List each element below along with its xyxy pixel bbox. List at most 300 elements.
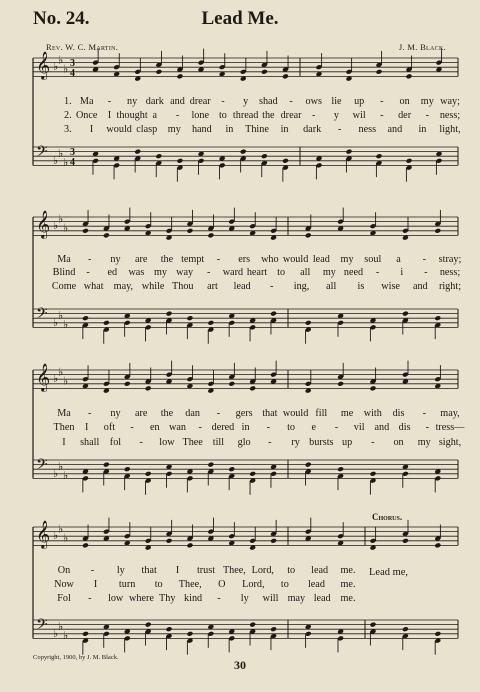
note-head	[370, 478, 377, 484]
lyric-syllable: the	[262, 110, 275, 121]
note-head	[166, 531, 173, 537]
flat-sign: ♭	[58, 308, 64, 322]
note-head	[228, 320, 235, 326]
note-head	[337, 381, 344, 387]
lyric-syllable: who	[261, 254, 279, 265]
lyric-syllable: low	[107, 593, 124, 604]
flat-sign: ♭	[53, 315, 59, 329]
note-head	[402, 228, 409, 234]
lyric-syllable: shad	[259, 96, 278, 107]
note-head	[219, 71, 226, 77]
time-signature-top: 3	[70, 147, 75, 158]
note-head	[219, 156, 226, 162]
note-head	[207, 327, 214, 333]
lyric-syllable: ness;	[439, 110, 461, 121]
note-head	[376, 62, 383, 68]
lyric-syllable: and	[387, 124, 403, 135]
note-head	[187, 475, 194, 481]
note-head	[82, 542, 89, 548]
lyric-syllable: up	[341, 437, 353, 448]
flat-sign: ♭	[53, 626, 59, 640]
note-head	[103, 529, 110, 535]
lyric-syllable: fill	[315, 408, 328, 419]
lyric-syllable: -	[289, 96, 293, 107]
note-head	[436, 158, 443, 164]
lyric-syllable: ows	[305, 96, 322, 107]
lyric-syllable: my	[340, 254, 354, 265]
note-head	[402, 318, 409, 324]
lyric-syllable: would	[282, 408, 309, 419]
note-head	[305, 469, 312, 475]
lyric-syllable: ny	[110, 254, 121, 265]
note-head	[103, 320, 110, 326]
note-head	[228, 540, 235, 546]
note-head	[187, 536, 194, 542]
note-head	[113, 156, 120, 162]
lyric-syllable: Lord,	[242, 579, 265, 590]
lyric-syllable: till	[212, 437, 225, 448]
lyric-syllable: ny	[127, 96, 138, 107]
lyric-syllable: to	[218, 110, 227, 121]
note-head	[305, 624, 312, 630]
lyric-syllable: to	[287, 565, 296, 576]
lyric-syllable: lie	[331, 96, 342, 107]
lyric-syllable: art	[207, 281, 218, 292]
time-signature-bottom: 4	[70, 157, 75, 168]
note-head	[436, 67, 443, 73]
note-head	[145, 471, 152, 477]
note-head	[145, 230, 152, 236]
note-head	[113, 71, 120, 77]
lyric-syllable: -	[88, 593, 92, 604]
note-head	[434, 475, 441, 481]
lyric-syllable: -	[422, 408, 426, 419]
flat-sign: ♭	[58, 619, 64, 633]
note-head	[198, 67, 205, 73]
lyric-syllable: in	[241, 422, 250, 433]
note-head	[177, 73, 184, 79]
note-head	[376, 69, 383, 75]
flat-sign: ♭	[58, 212, 64, 226]
note-head	[103, 388, 110, 394]
lyric-syllable: lead	[313, 593, 331, 604]
note-head	[305, 381, 312, 387]
note-head	[261, 69, 268, 75]
note-head	[406, 165, 413, 171]
note-head	[370, 324, 377, 330]
note-head	[166, 471, 173, 477]
lyric-syllable: Thee,	[178, 579, 202, 590]
note-head	[92, 151, 99, 157]
lyric-syllable: 3.	[64, 124, 72, 135]
flat-sign: ♭	[58, 459, 64, 473]
note-head	[145, 622, 152, 628]
lyric-syllable: right;	[438, 281, 462, 292]
note-head	[270, 531, 277, 537]
lyric-syllable: i	[400, 267, 404, 278]
note-head	[282, 165, 289, 171]
treble-clef: 𝄞	[36, 363, 51, 391]
note-head	[249, 318, 256, 324]
note-head	[436, 151, 443, 157]
lyric-syllable: I	[62, 437, 66, 448]
lyric-syllable: my	[153, 267, 168, 278]
note-head	[316, 162, 323, 168]
lyric-syllable: drear	[189, 96, 211, 107]
lyric-syllable: Thy	[159, 593, 176, 604]
lyric-syllable: my	[167, 124, 181, 135]
lyric-syllable: -	[216, 408, 221, 419]
lyric-syllable: lead	[307, 579, 325, 590]
lyric-syllable: Lord,	[251, 565, 274, 576]
lyric-syllable: ly	[116, 565, 125, 576]
lyric-syllable: tress—	[435, 422, 465, 433]
flat-sign: ♭	[53, 219, 59, 233]
lyric-syllable: -	[380, 110, 384, 121]
lyric-syllable: are	[134, 254, 148, 265]
note-head	[337, 374, 344, 380]
note-head	[337, 313, 344, 319]
lyric-syllable: that	[141, 565, 157, 576]
lyric-syllable: Blind	[52, 267, 76, 278]
copyright-notice: Copyright, 1900, by J. M. Black.	[33, 654, 119, 661]
note-head	[124, 540, 131, 546]
lyric-syllable: all	[300, 267, 311, 278]
note-head	[261, 62, 268, 68]
note-head	[249, 324, 256, 330]
lyric-syllable: clasp	[136, 124, 158, 135]
note-head	[376, 160, 383, 166]
lyric-syllable: on	[399, 96, 410, 107]
page-number: 30	[234, 658, 246, 672]
lyric-syllable: with	[363, 408, 382, 419]
note-head	[305, 320, 312, 326]
note-head	[282, 73, 289, 79]
note-head	[124, 533, 131, 539]
note-head	[346, 149, 353, 155]
note-head	[370, 471, 377, 477]
note-head	[82, 322, 89, 328]
note-head	[198, 60, 205, 66]
lyric-syllable: Thee	[182, 437, 203, 448]
note-head	[434, 383, 441, 389]
lyric-syllable: dan	[185, 408, 201, 419]
lyric-syllable: -	[216, 254, 221, 265]
flat-sign: ♭	[63, 469, 69, 483]
lyric-syllable: to	[154, 579, 163, 590]
flat-sign: ♭	[63, 629, 69, 643]
lyric-syllable: -	[270, 281, 274, 292]
bass-clef: 𝄢	[36, 143, 48, 164]
note-head	[337, 635, 344, 641]
note-head	[270, 464, 277, 470]
lyric-syllable: what	[83, 281, 104, 292]
lyric-syllable: dis	[398, 422, 411, 433]
lyric-syllable: -	[375, 267, 380, 278]
note-head	[337, 533, 344, 539]
note-head	[187, 376, 194, 382]
note-head	[145, 385, 152, 391]
lyric-syllable: -	[268, 437, 272, 448]
note-head	[316, 64, 323, 70]
lyric-syllable: on	[393, 437, 404, 448]
flat-sign: ♭	[53, 466, 59, 480]
lyric-syllable: der	[398, 110, 412, 121]
lyric-syllable: to	[280, 579, 289, 590]
note-head	[402, 633, 409, 639]
note-head	[103, 536, 110, 542]
lyric-syllable: oft	[103, 422, 116, 433]
note-head	[187, 315, 194, 321]
lyric-syllable: lone	[191, 110, 210, 121]
lyric-syllable: ly	[240, 593, 249, 604]
note-head	[145, 538, 152, 544]
note-head	[103, 631, 110, 637]
note-head	[187, 322, 194, 328]
note-head	[249, 622, 256, 628]
lyric-syllable: wil	[352, 110, 366, 121]
note-head	[124, 320, 131, 326]
note-head	[82, 376, 89, 382]
note-head	[270, 379, 277, 385]
note-head	[370, 545, 377, 551]
lyric-syllable: e	[311, 422, 317, 433]
lyric-syllable: would	[106, 124, 132, 135]
lyric-syllable: -	[175, 110, 180, 121]
note-head	[145, 629, 152, 635]
note-head	[166, 626, 173, 632]
note-head	[434, 376, 441, 382]
note-head	[228, 473, 235, 479]
lyric-syllable: -	[130, 422, 134, 433]
note-head	[177, 165, 184, 171]
note-head	[282, 67, 289, 73]
lyric-syllable: may,	[113, 281, 134, 292]
composer-credit: J. M. Black.	[398, 42, 446, 52]
lyric-syllable: dis	[392, 408, 405, 419]
treble-clef: 𝄞	[36, 520, 51, 548]
note-head	[82, 469, 89, 475]
note-head	[402, 235, 409, 241]
lyric-syllable: sight,	[438, 437, 462, 448]
note-head	[166, 538, 173, 544]
lyric-syllable: way	[176, 267, 194, 278]
note-head	[187, 228, 194, 234]
note-head	[124, 466, 131, 472]
note-head	[145, 223, 152, 229]
lyric-syllable: dark	[145, 96, 164, 107]
note-head	[337, 320, 344, 326]
note-head	[402, 531, 409, 537]
treble-clef: 𝄞	[36, 51, 51, 79]
flat-sign: ♭	[53, 153, 59, 167]
note-head	[103, 462, 110, 468]
lyric-syllable: -	[338, 124, 342, 135]
note-head	[305, 388, 312, 394]
lyric-syllable: -	[422, 254, 426, 265]
note-head	[113, 64, 120, 70]
lyric-syllable: my	[322, 267, 336, 278]
note-head	[402, 379, 409, 385]
lyric-syllable: a	[396, 254, 401, 265]
hymn-number: No. 24.	[33, 8, 90, 29]
lyric-syllable: my	[420, 96, 434, 107]
lyric-syllable: to	[287, 422, 296, 433]
note-head	[370, 622, 377, 628]
lyric-syllable: while	[141, 281, 165, 292]
note-head	[207, 536, 214, 542]
flat-sign: ♭	[63, 62, 69, 76]
note-head	[270, 538, 277, 544]
note-head	[145, 478, 152, 484]
lyric-syllable: me.	[340, 579, 356, 590]
lyric-syllable: -	[207, 267, 211, 278]
lyric-syllable: thread	[232, 110, 259, 121]
note-head	[270, 235, 277, 241]
flat-sign: ♭	[63, 318, 69, 332]
note-head	[103, 469, 110, 475]
note-head	[402, 372, 409, 378]
note-head	[228, 374, 235, 380]
lyric-syllable: -	[107, 96, 112, 107]
lyric-syllable: was	[128, 267, 145, 278]
note-head	[228, 533, 235, 539]
lyric-syllable: -	[266, 422, 271, 433]
time-signature-top: 3	[70, 58, 75, 69]
note-head	[370, 385, 377, 391]
flat-sign: ♭	[63, 531, 69, 545]
lyric-syllable: need	[343, 267, 364, 278]
lyric-syllable: lead	[312, 254, 330, 265]
lyric-syllable: that	[262, 408, 278, 419]
note-head	[228, 219, 235, 225]
lyric-syllable: vil	[353, 422, 365, 433]
note-head	[103, 381, 110, 387]
note-head	[207, 529, 214, 535]
note-head	[207, 631, 214, 637]
note-head	[249, 471, 256, 477]
note-head	[249, 379, 256, 385]
lyric-syllable: is	[357, 281, 365, 292]
note-head	[249, 385, 256, 391]
lyric-syllable: me.	[340, 565, 356, 576]
lyric-syllable: ness	[358, 124, 377, 135]
note-head	[282, 158, 289, 164]
note-head	[82, 638, 89, 644]
note-head	[249, 538, 256, 544]
lyric-syllable: me	[340, 408, 354, 419]
note-head	[434, 638, 441, 644]
note-head	[240, 156, 247, 162]
lyric-syllable: where	[129, 593, 154, 604]
lyric-syllable: -	[86, 267, 90, 278]
lyric-syllable: tempt	[181, 254, 205, 265]
lyric-syllable: I	[107, 110, 112, 121]
note-head	[406, 158, 413, 164]
lyric-syllable: bursts	[309, 437, 334, 448]
note-head	[337, 226, 344, 232]
note-head	[402, 471, 409, 477]
lyric-syllable: stray;	[438, 254, 462, 265]
lyric-syllable: a	[152, 110, 158, 121]
note-head	[134, 149, 141, 155]
lyric-syllable: turn	[118, 579, 136, 590]
bass-clef: 𝄢	[36, 456, 48, 477]
note-head	[406, 73, 413, 79]
lyric-syllable: may,	[440, 408, 460, 419]
note-head	[166, 379, 173, 385]
note-head	[92, 60, 99, 66]
lyric-syllable: to	[277, 267, 286, 278]
lyric-syllable: ness;	[439, 267, 461, 278]
note-head	[402, 464, 409, 470]
note-head	[261, 160, 268, 166]
lyric-syllable: -	[380, 96, 384, 107]
note-head	[370, 538, 377, 544]
note-head	[207, 232, 214, 238]
lyric-syllable: ry	[291, 437, 300, 448]
lyric-syllable: heart	[246, 267, 268, 278]
chorus-lead-me-text: Lead me,	[369, 567, 409, 578]
note-head	[134, 76, 141, 82]
note-head	[155, 62, 162, 68]
note-head	[103, 232, 110, 238]
lyric-syllable: I	[89, 124, 94, 135]
note-head	[177, 158, 184, 164]
note-head	[124, 219, 131, 225]
note-head	[305, 226, 312, 232]
lyric-syllable: up	[354, 96, 365, 107]
lyric-syllable: 2.	[64, 110, 72, 121]
note-head	[166, 311, 173, 317]
note-head	[187, 383, 194, 389]
lyric-syllable: hand	[191, 124, 212, 135]
lyric-syllable: en	[150, 422, 160, 433]
note-head	[270, 318, 277, 324]
note-head	[207, 320, 214, 326]
note-head	[337, 466, 344, 472]
lyric-syllable: I	[85, 422, 89, 433]
lyric-syllable: may	[287, 593, 306, 604]
lyric-syllable: lead	[311, 565, 329, 576]
note-head	[305, 327, 312, 333]
note-head	[228, 381, 235, 387]
lyric-syllable: dark	[303, 124, 322, 135]
lyric-syllable: and	[374, 422, 390, 433]
note-head	[166, 318, 173, 324]
note-head	[370, 223, 377, 229]
lyric-syllable: -	[312, 110, 316, 121]
lyric-syllable: Ma	[79, 96, 94, 107]
note-head	[92, 158, 99, 164]
note-head	[155, 69, 162, 75]
note-head	[346, 69, 353, 75]
note-head	[166, 372, 173, 378]
lyric-syllable: would	[282, 254, 309, 265]
note-head	[376, 153, 383, 159]
lyric-syllable: -	[371, 437, 375, 448]
flat-sign: ♭	[63, 221, 69, 235]
lyric-syllable: in	[280, 124, 289, 135]
note-head	[370, 318, 377, 324]
note-head	[124, 629, 131, 635]
time-signature-bottom: 4	[70, 68, 75, 79]
note-head	[198, 158, 205, 164]
note-head	[316, 156, 323, 162]
note-head	[187, 221, 194, 227]
lyric-syllable: glo	[237, 437, 251, 448]
note-head	[436, 60, 443, 66]
